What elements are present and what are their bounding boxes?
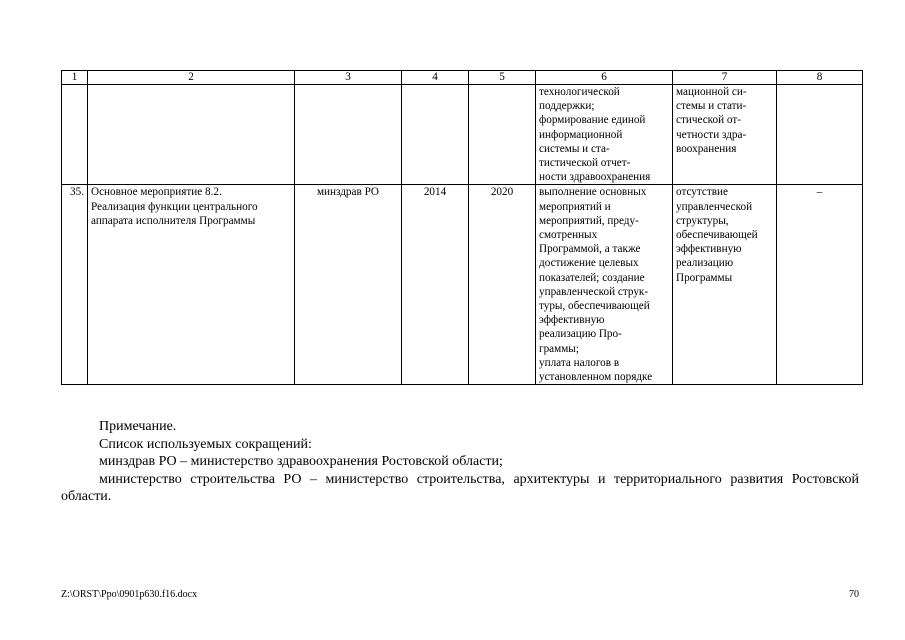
abbreviation-line: минздрав РО – министерство здравоохранения Ростовской области; [99, 454, 503, 469]
header-cell: 3 [295, 71, 402, 85]
header-cell: 8 [777, 71, 863, 85]
header-cell: 7 [673, 71, 777, 85]
header-cell: 6 [536, 71, 673, 85]
abbreviation-line: министерство строительства РО – министерство строительства, архитектуры и территориального развития Ростовской области. [61, 471, 859, 504]
table-row-continued [62, 85, 863, 185]
notes-section [61, 418, 859, 506]
related-indicators: – [777, 185, 863, 385]
table-cell-result: технологической поддержки; формирование единой информационной системы и ста- тистической отчет- ности здравоохранения [536, 85, 673, 185]
table-row-35 [62, 185, 863, 385]
row-number: 35. [62, 185, 88, 385]
abbreviations-heading: Список используемых сокращений: [99, 436, 312, 452]
notes-title: Примечание. [99, 419, 177, 434]
start-year: 2014 [402, 185, 469, 385]
page-number: 70 [849, 589, 859, 600]
non-implementation-consequence: отсутствие управленческой структуры, обеспечивающей эффективную реализацию Программы [673, 185, 777, 385]
end-year: 2020 [469, 185, 536, 385]
executor: минздрав РО [295, 185, 402, 385]
header-cell: 2 [88, 71, 295, 85]
table-cell [402, 85, 469, 185]
table-cell [777, 85, 863, 185]
footer-file-path: Z:\ORST\Ppo\0901p630.f16.docx [61, 589, 198, 600]
table-cell [62, 85, 88, 185]
table-cell [469, 85, 536, 185]
header-cell: 5 [469, 71, 536, 85]
header-cell: 1 [62, 71, 88, 85]
table-cell-consequence: мационной си- стемы и стати- стической от- четности здра- воохранения [673, 85, 777, 185]
table-header-row [62, 71, 863, 85]
measure-name: Основное мероприятие 8.2. Реализация функции центрального аппарата исполнителя Программы [88, 185, 295, 385]
expected-result: выполнение основных мероприятий и мероприятий, преду- смотренных Программой, а также достижение целевых показателей; создание управленческой струк- туры, обеспечивающей эффективную реализацию Про- граммы; уплата налогов в установленном порядке [536, 185, 673, 385]
table-cell [295, 85, 402, 185]
program-table [61, 70, 863, 385]
header-cell: 4 [402, 71, 469, 85]
table-cell [88, 85, 295, 185]
